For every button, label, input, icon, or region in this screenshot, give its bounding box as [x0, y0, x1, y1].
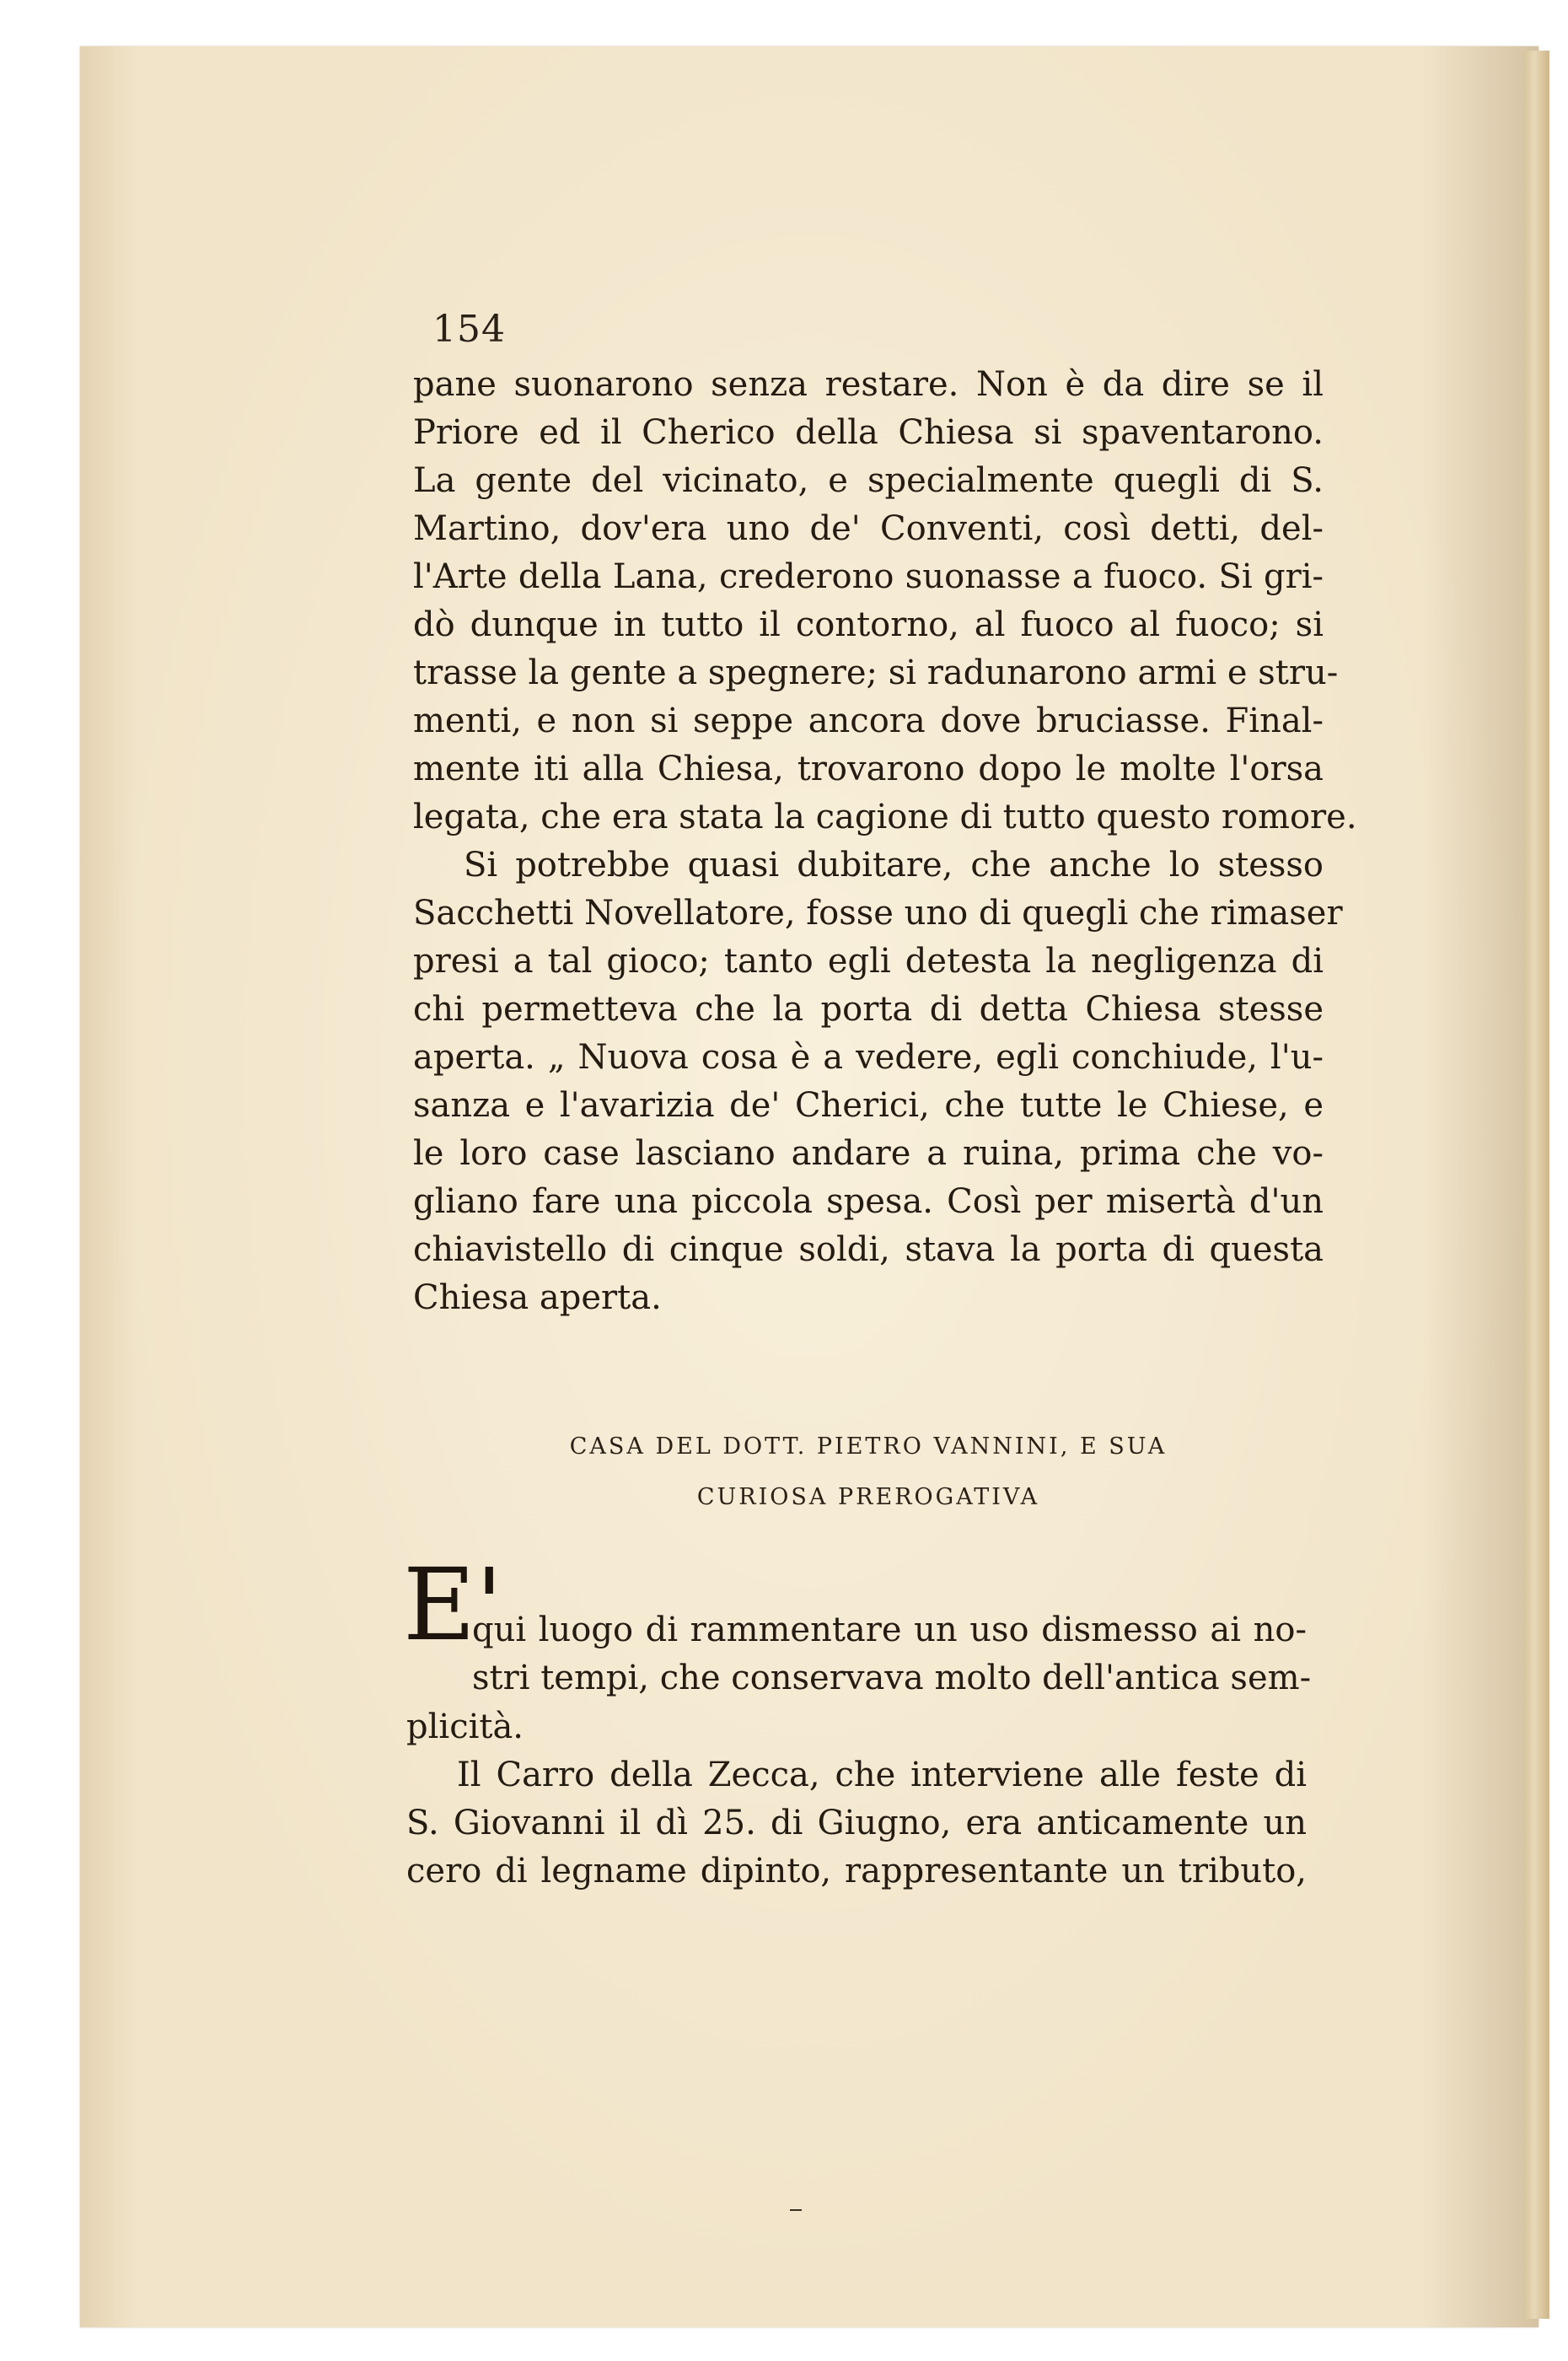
- text-line: Il Carro della Zecca, che interviene alle feste di: [457, 1756, 1307, 1794]
- text-line: Martino, dov'era uno de' Conventi, così detti, del-: [413, 509, 1324, 548]
- section-heading-line-2: CURIOSA PREROGATIVA: [696, 1484, 1040, 1510]
- text-line: stri tempi, che conservava molto dell'antica sem-: [472, 1659, 1312, 1697]
- text-line: Priore ed il Cherico della Chiesa si spaventarono.: [413, 413, 1324, 452]
- paragraph-1: [413, 361, 1357, 842]
- main-text-block: [413, 361, 1357, 1322]
- text-line: sanza e l'avarizia de' Cherici, che tutte le Chiese, e: [413, 1086, 1324, 1125]
- text-line: menti, e non si seppe ancora dove bruciasse. Final-: [413, 702, 1324, 740]
- text-line: trasse la gente a spegnere; si radunarono armi e stru-: [413, 653, 1339, 692]
- ink-mark: [790, 2209, 802, 2211]
- text-line: presi a tal gioco; tanto egli detesta la negligenza di: [413, 942, 1324, 981]
- text-line: legata, che era stata la cagione di tutto questo romore.: [413, 798, 1357, 836]
- paragraph-2: [413, 842, 1343, 1322]
- text-line: pane suonarono senza restare. Non è da dire se il: [413, 365, 1324, 404]
- text-line: aperta. „ Nuova cosa è a vedere, egli conchiude, l'u-: [413, 1038, 1324, 1077]
- drop-cap: E': [403, 1546, 503, 1663]
- text-line: chi permetteva che la porta di detta Chiesa stesse: [413, 990, 1324, 1029]
- text-line: le loro case lasciano andare a ruina, prima che vo-: [413, 1134, 1324, 1173]
- paragraph-3-beside-cap: [472, 1606, 1312, 1702]
- text-line: chiavistello di cinque soldi, stava la porta di questa: [413, 1230, 1324, 1269]
- text-line: Si potrebbe quasi dubitare, che anche lo stesso: [464, 846, 1324, 885]
- text-line: cero di legname dipinto, rappresentante un tributo,: [406, 1852, 1307, 1890]
- text-line: Sacchetti Novellatore, fosse uno di quegli che rimaser: [413, 894, 1343, 933]
- text-line: gliano fare una piccola spesa. Così per misertà d'un: [413, 1182, 1324, 1221]
- section-heading-line-1: CASA DEL DOTT. PIETRO VANNINI, E SUA: [569, 1433, 1168, 1460]
- page-edge: [1524, 51, 1549, 2319]
- text-line: l'Arte della Lana, crederono suonasse a fuoco. Si gri-: [413, 557, 1324, 596]
- paragraph-4: [406, 1751, 1307, 1896]
- text-line: plicità.: [406, 1708, 524, 1746]
- text-line: dò dunque in tutto il contorno, al fuoco al fuoco; si: [413, 605, 1324, 644]
- text-line: La gente del vicinato, e specialmente quegli di S.: [413, 461, 1324, 500]
- text-line: mente iti alla Chiesa, trovarono dopo le molte l'orsa: [413, 750, 1324, 788]
- paragraph-3-continued: [406, 1703, 1307, 1896]
- page-number: 154: [432, 308, 506, 351]
- text-line: S. Giovanni il dì 25. di Giugno, era anticamente un: [406, 1804, 1307, 1842]
- text-line: Chiesa aperta.: [413, 1278, 662, 1317]
- text-line: qui luogo di rammentare un uso dismesso ai no-: [472, 1611, 1307, 1649]
